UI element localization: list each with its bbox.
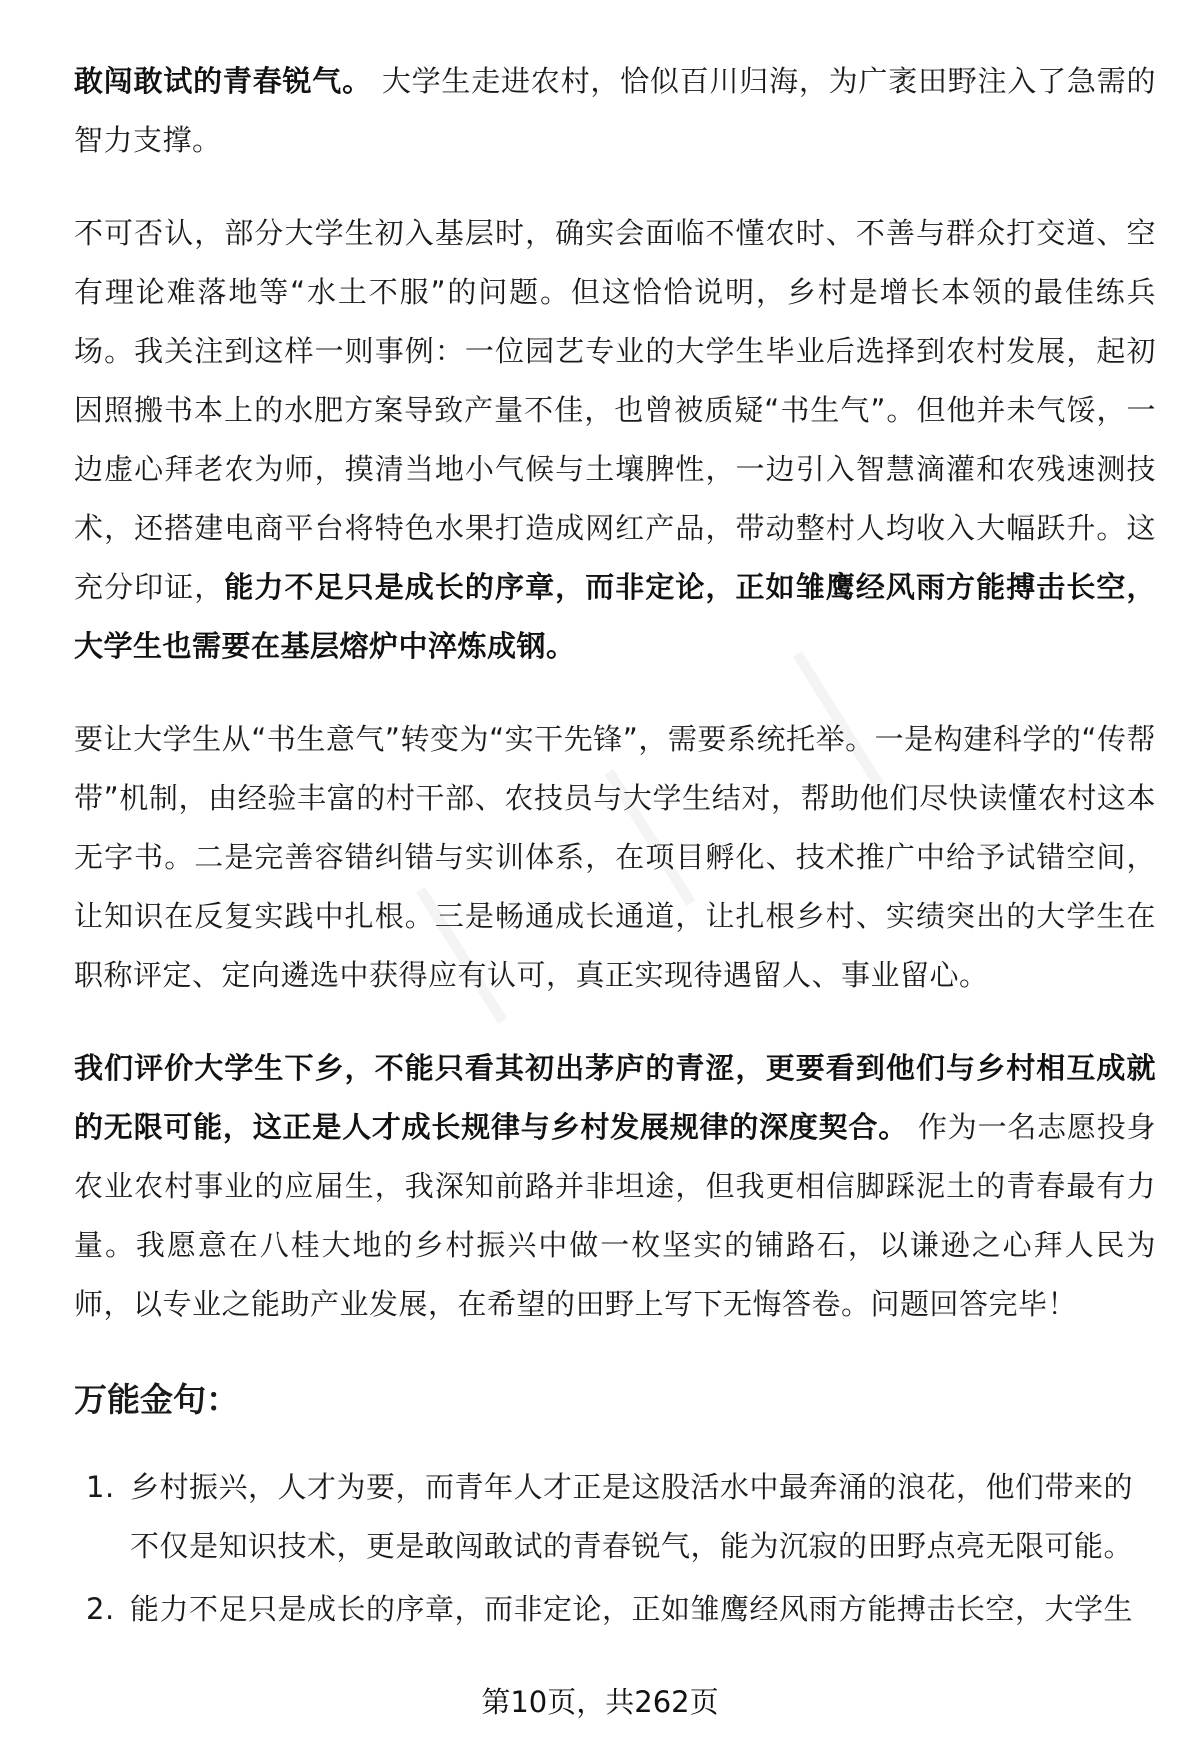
section-heading: 万能金句： (74, 1380, 239, 1419)
paragraph-1 (74, 52, 1156, 170)
paragraph-3-text: 要让大学生从“书生意气”转变为“实干先锋”，需要系统托举。一是构建科学的“传帮带”机制，由经验丰富的村干部、农技员与大学生结对，帮助他们尽快读懂农村这本无字书。二是完善容错纠错与实训体系，在项目孵化、技术推广中给予试错空间，让知识在反复实践中扎根。三是畅通成长通道，让扎根乡村、实绩突出的大学生在职称评定、定向遴选中获得应有认可，真正实现待遇留人、事业留心。 (74, 722, 1156, 992)
page-number-footer: 第10页，共262页 (481, 1685, 719, 1719)
list-item-number: 2. (86, 1592, 115, 1626)
paragraph-3 (74, 710, 1156, 1005)
paragraph-1-text: 大学生走进农村，恰似百川归海，为广袤田野注入了急需的智力支撑。 (74, 64, 1156, 157)
paragraph-1-bold-lead: 敢闯敢试的青春锐气。 (74, 64, 372, 98)
list-item (74, 1458, 1156, 1576)
list-item-text: 乡村振兴，人才为要，而青年人才正是这股活水中最奔涌的浪花，他们带来的不仅是知识技术，更是敢闯敢试的青春锐气，能为沉寂的田野点亮无限可能。 (130, 1470, 1134, 1563)
list-item-number: 1. (86, 1470, 115, 1504)
paragraph-4 (74, 1039, 1156, 1334)
paragraph-4-bold-lead: 我们评价大学生下乡，不能只看其初出茅庐的青涩，更要看到他们与乡村相互成就的无限可能，这正是人才成长规律与乡村发展规律的深度契合。 (74, 1051, 1156, 1144)
paragraph-2-bold-tail: 能力不足只是成长的序章，而非定论，正如雏鹰经风雨方能搏击长空，大学生也需要在基层熔炉中淬炼成钢。 (74, 570, 1156, 663)
paragraph-4-text: 作为一名志愿投身农业农村事业的应届生，我深知前路并非坦途，但我更相信脚踩泥土的青春最有力量。我愿意在八桂大地的乡村振兴中做一枚坚实的铺路石，以谦逊之心拜人民为师，以专业之能助产业发展，在希望的田野上写下无悔答卷。问题回答完毕！ (74, 1110, 1156, 1321)
list-item (74, 1580, 1156, 1639)
document-page (74, 52, 1156, 1643)
paragraph-2-text: 不可否认，部分大学生初入基层时，确实会面临不懂农时、不善与群众打交道、空有理论难落地等“水土不服”的问题。但这恰恰说明，乡村是增长本领的最佳练兵场。我关注到这样一则事例：一位园艺专业的大学生毕业后选择到农村发展，起初因照搬书本上的水肥方案导致产量不佳，也曾被质疑“书生气”。但他并未气馁，一边虚心拜老农为师，摸清当地小气候与土壤脾性，一边引入智慧滴灌和农残速测技术，还搭建电商平台将特色水果打造成网红产品，带动整村人均收入大幅跃升。这充分印证， (74, 216, 1156, 604)
list-item-text: 能力不足只是成长的序章，而非定论，正如雏鹰经风雨方能搏击长空，大学生 (130, 1592, 1134, 1626)
paragraph-2 (74, 204, 1156, 676)
quote-list (74, 1458, 1156, 1639)
